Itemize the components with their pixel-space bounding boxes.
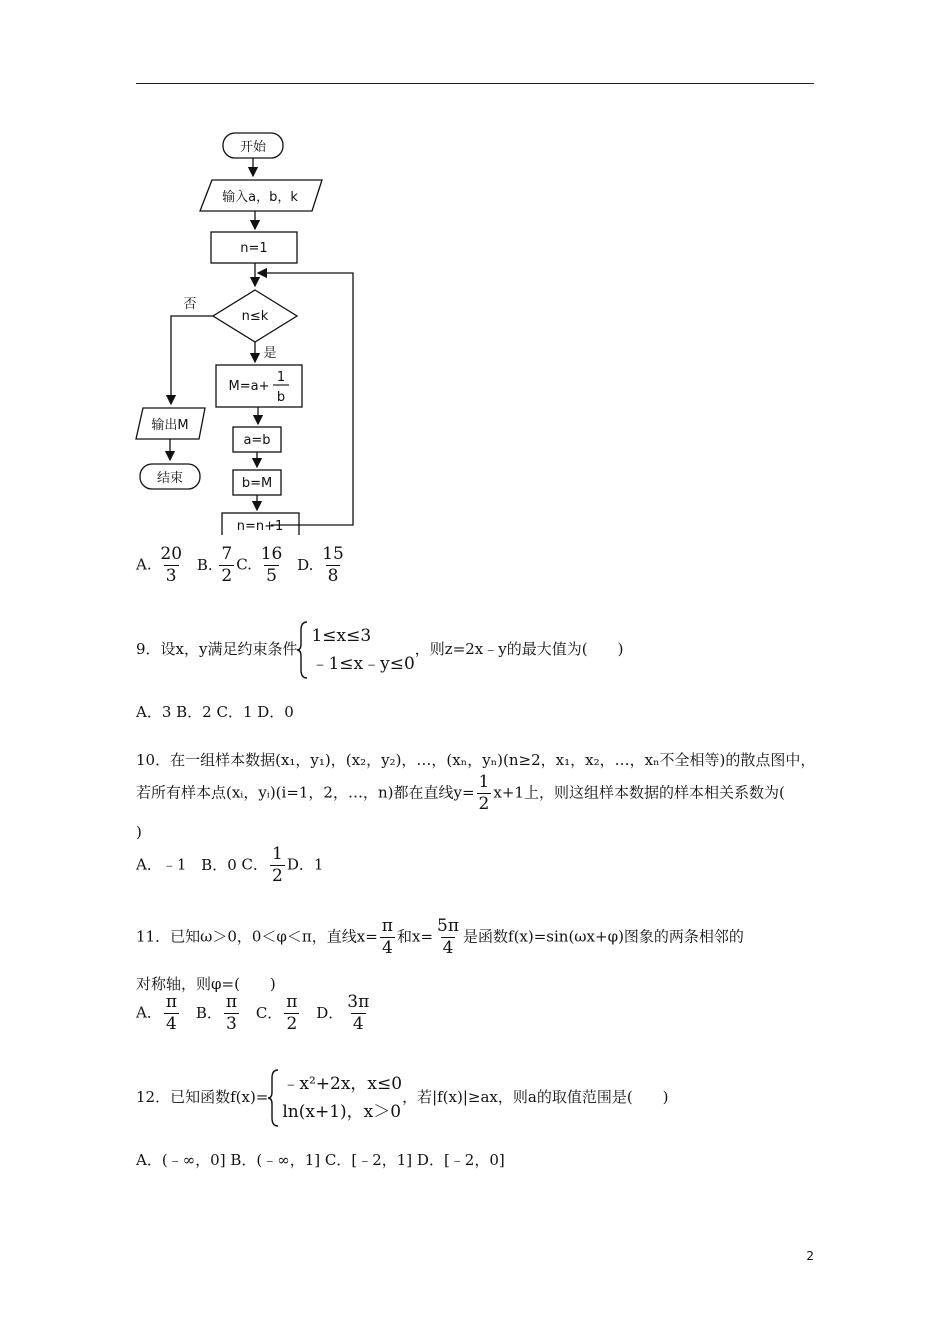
yes-label: 是 <box>263 346 277 361</box>
flowchart <box>130 125 370 535</box>
q11-mid: 和x= <box>396 927 434 946</box>
q12-piece1: ﹣x²+2x，x≤0 <box>282 1074 403 1094</box>
q11-prefix: 11．已知ω＞0，0＜φ＜π，直线x= <box>136 927 378 946</box>
q11-a-frac: $\frac{\pi}{4}$ <box>165 992 178 1034</box>
q10-line2-suffix: x+1上，则这组样本数据的样本相关系数为( <box>493 783 785 802</box>
increment-label: n=n+1 <box>236 519 284 534</box>
q8-a-label: A. <box>136 555 152 574</box>
start-label: 开始 <box>239 140 267 155</box>
q11-line2: 对称轴，则φ=( ) <box>136 975 276 993</box>
q10-opt-c-label: C． <box>241 855 269 874</box>
q8-a-frac: $\frac{20}{3}$ <box>160 544 183 586</box>
q11-b-label: B． <box>195 1003 222 1022</box>
assign-a-label: a=b <box>243 433 271 448</box>
q8-b-frac: $\frac{7}{2}$ <box>221 544 233 586</box>
q12-stem <box>136 1068 669 1128</box>
q9-prefix: 9．设x，y满足约束条件 <box>136 640 298 658</box>
q11-d-frac: $\frac{3\pi}{4}$ <box>347 992 370 1034</box>
q10-line3: ) <box>136 823 142 841</box>
q10-opt-a: A．﹣1 <box>136 855 187 874</box>
q8-options <box>136 546 348 585</box>
q10-frac: $\frac{1}{2}$ <box>478 772 490 814</box>
assign-m-num: 1 <box>276 370 286 385</box>
q11-c-frac: $\frac{\pi}{2}$ <box>286 992 298 1034</box>
page-number: 2 <box>806 1249 814 1263</box>
q11-line1 <box>136 918 744 957</box>
condition-label: n≤k <box>241 309 269 324</box>
q9-suffix: ，则z=2x﹣y的最大值为( ) <box>414 640 624 658</box>
assign-m-prefix: M=a+ <box>228 379 270 394</box>
q11-frac2: $\frac{5\pi}{4}$ <box>437 916 460 958</box>
q10-opt-d: D．1 <box>286 855 324 874</box>
q10-options <box>136 846 323 885</box>
q9-cond2: ﹣1≤x﹣y≤0 <box>311 654 415 674</box>
init-label: n=1 <box>240 241 268 256</box>
q11-b-frac: $\frac{\pi}{3}$ <box>225 992 238 1034</box>
q12-piece2: ln(x+1)，x＞0 <box>282 1102 402 1122</box>
q9-options: A．3 B．2 C．1 D．0 <box>136 703 294 721</box>
output-label: 输出M <box>151 418 189 433</box>
q8-d-frac: $\frac{15}{8}$ <box>322 544 344 586</box>
input-label: 输入a，b，k <box>222 190 298 205</box>
q11-suffix: 是函数f(x)=sin(ωx+φ)图象的两条相邻的 <box>463 927 744 946</box>
q8-c-frac: $\frac{16}{5}$ <box>260 544 283 586</box>
q11-options <box>136 994 373 1033</box>
q10-line2 <box>136 774 785 813</box>
q12-prefix: 12．已知函数f(x)= <box>136 1088 269 1106</box>
header-rule <box>136 83 814 84</box>
assign-b-label: b=M <box>241 476 273 491</box>
q12-suffix: ，若|f(x)|≥ax，则a的取值范围是( ) <box>402 1088 669 1106</box>
q11-d-label: D． <box>316 1003 344 1022</box>
q11-frac1: $\frac{\pi}{4}$ <box>381 916 393 958</box>
q11-c-label: C． <box>255 1003 283 1022</box>
assign-m-den: b <box>276 390 286 405</box>
q9-cond1: 1≤x≤3 <box>311 626 372 646</box>
q9-stem <box>136 620 623 680</box>
q8-b-label: B. <box>196 555 213 574</box>
q10-line1: 10．在一组样本数据(x₁，y₁)，(x₂，y₂)，…，(xₙ，yₙ)(n≥2，x₁，x₂，…，xₙ不全相等)的散点图中， <box>136 751 816 769</box>
end-label: 结束 <box>156 471 184 486</box>
q10-opt-c-frac: $\frac{1}{2}$ <box>272 844 283 886</box>
no-label: 否 <box>183 297 197 312</box>
q8-c-label: C. <box>236 555 252 574</box>
q8-d-label: D. <box>297 555 314 574</box>
q10-opt-b: B．0 <box>201 855 237 874</box>
q10-line2-prefix: 若所有样本点(xᵢ，yᵢ)(i=1，2，…，n)都在直线y= <box>136 783 475 802</box>
q12-options: A．(﹣∞，0] B．(﹣∞，1] C．[﹣2，1] D．[﹣2，0] <box>136 1151 505 1169</box>
q11-a-label: A． <box>136 1003 162 1022</box>
